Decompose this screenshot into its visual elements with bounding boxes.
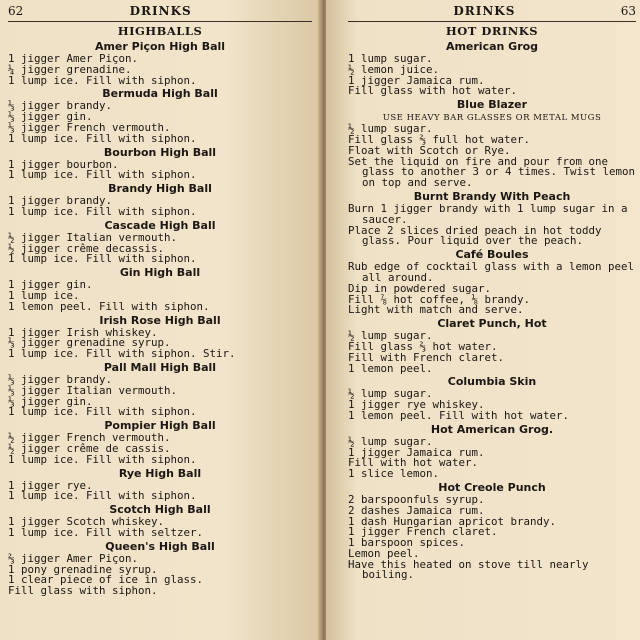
ingredient-line: Have this heated on stove till nearly boiling. bbox=[348, 557, 589, 582]
recipe-block bbox=[348, 316, 636, 374]
left-page-number: 62 bbox=[8, 4, 24, 18]
ingredient-line: 1 lemon peel. Fill with hot water. bbox=[348, 408, 570, 422]
recipe-title: Bourbon High Ball bbox=[103, 145, 217, 159]
ingredient-line: 1 lump ice. Fill with siphon. bbox=[8, 73, 197, 87]
left-running-head bbox=[8, 4, 312, 22]
ingredient-line: 1 lump ice. Fill with siphon. bbox=[8, 131, 197, 145]
recipe-block bbox=[8, 539, 312, 597]
ingredient-line: 1 jigger rye. bbox=[8, 478, 93, 492]
ingredient-line: 1 jigger bourbon. bbox=[8, 157, 119, 171]
recipe-block bbox=[8, 181, 312, 218]
ingredient-line: ⅓ jigger brandy. bbox=[8, 99, 113, 113]
ingredient-line: 1 lump ice. Fill with siphon. Stir. bbox=[8, 347, 236, 361]
recipe-title: Irish Rose High Ball bbox=[99, 313, 221, 327]
ingredient-line: ½ jigger crême de cassis. bbox=[8, 441, 171, 455]
recipe-block bbox=[348, 189, 636, 247]
ingredient-line: 1 jigger rye whiskey. bbox=[348, 398, 485, 412]
ingredient-line: 1 lump ice. Fill with seltzer. bbox=[8, 525, 204, 539]
ingredient-line: 1 jigger Amer Piçon. bbox=[8, 52, 139, 65]
recipe-note: USE HEAVY BAR GLASSES OR METAL MUGS bbox=[382, 113, 602, 124]
right-section-heading: HOT DRINKS bbox=[445, 24, 539, 38]
ingredient-line: ½ lump sugar. bbox=[348, 122, 433, 136]
ingredient-line: Place 2 slices dried peach in hot toddy glass. Pour liquid over the peach. bbox=[348, 223, 602, 248]
ingredient-line: Lemon peel. bbox=[348, 546, 420, 560]
ingredient-line: 1 barspoon spices. bbox=[348, 536, 466, 550]
ingredient-line: ⅔ jigger Amer Piçon. bbox=[8, 551, 139, 565]
ingredient-line: ½ lump sugar. bbox=[348, 434, 433, 448]
recipe-title: Pall Mall High Ball bbox=[103, 360, 217, 374]
ingredient-line: Fill ⅞ hot coffee, ⅛ brandy. bbox=[348, 292, 531, 306]
ingredient-line: ½ lump sugar. bbox=[348, 387, 433, 401]
recipe-block bbox=[348, 39, 636, 97]
ingredient-line: 1 clear piece of ice in glass. bbox=[8, 573, 204, 587]
ingredient-line: 1 jigger Jamaica rum. bbox=[348, 73, 485, 87]
recipe-title: Pompier High Ball bbox=[104, 419, 216, 433]
ingredient-line: ⅓ jigger gin. bbox=[8, 394, 93, 408]
ingredient-line: ⅓ jigger grenadine syrup. bbox=[8, 336, 171, 350]
ingredient-line: ¼ jigger grenadine. bbox=[8, 62, 132, 76]
recipe-title: Cascade High Ball bbox=[104, 218, 216, 232]
ingredient-line: 1 pony grenadine syrup. bbox=[8, 562, 158, 576]
ingredient-line: 1 slice lemon. bbox=[348, 467, 440, 481]
recipe-block bbox=[8, 418, 312, 465]
ingredient-line: ½ lump sugar. bbox=[348, 329, 433, 343]
recipe-title: Columbia Skin bbox=[447, 375, 537, 389]
ingredient-line: 1 jigger gin. bbox=[8, 278, 93, 292]
ingredient-line: 1 jigger French claret. bbox=[348, 525, 498, 539]
recipe-title: Hot Creole Punch bbox=[438, 480, 546, 494]
recipe-title: Scotch High Ball bbox=[109, 503, 211, 517]
ingredient-line: 1 lump ice. Fill with siphon. bbox=[8, 405, 197, 419]
ingredient-line: Set the liquid on fire and pour from one glass to another 3 or 4 times. Twist lemon on top and serve. bbox=[348, 154, 636, 190]
ingredient-line: Rub edge of cocktail glass with a lemon peel all around. bbox=[348, 260, 635, 284]
recipe-block bbox=[348, 422, 636, 480]
right-page bbox=[326, 0, 640, 640]
recipe-block bbox=[8, 86, 312, 144]
ingredient-line: ½ jigger Italian vermouth. bbox=[8, 230, 178, 244]
recipe-title: Hot American Grog. bbox=[430, 422, 554, 436]
ingredient-line: 1 lump ice. bbox=[8, 288, 80, 302]
ingredient-line: Fill glass ⅔ full hot water. bbox=[348, 132, 531, 146]
recipe-title: Brandy High Ball bbox=[108, 182, 212, 196]
ingredient-line: 1 dash Hungarian apricot brandy. bbox=[348, 514, 557, 528]
ingredient-line: 1 lump ice. Fill with siphon. bbox=[8, 452, 197, 466]
right-recipe-list bbox=[348, 39, 636, 581]
left-running-title: DRINKS bbox=[129, 4, 192, 18]
ingredient-line: 1 jigger Jamaica rum. bbox=[348, 445, 485, 459]
right-running-title: DRINKS bbox=[453, 4, 516, 18]
ingredient-line: Fill with French claret. bbox=[348, 350, 505, 364]
recipe-title: Gin High Ball bbox=[119, 266, 201, 280]
ingredient-line: ⅓ jigger gin. bbox=[8, 110, 93, 124]
ingredient-line: Float with Scotch or Rye. bbox=[348, 143, 511, 157]
left-section-heading: HIGHBALLS bbox=[117, 24, 203, 38]
ingredient-line: Light with match and serve. bbox=[348, 303, 524, 317]
recipe-block bbox=[348, 374, 636, 421]
recipe-block bbox=[8, 265, 312, 312]
recipe-block bbox=[348, 480, 636, 581]
recipe-block bbox=[8, 313, 312, 360]
ingredient-line: Fill glass with hot water. bbox=[348, 84, 518, 98]
recipe-block bbox=[8, 466, 312, 503]
ingredient-line: Fill glass with siphon. bbox=[8, 584, 158, 598]
ingredient-line: 2 barspoonfuls syrup. bbox=[348, 492, 485, 506]
recipe-title: Burnt Brandy With Peach bbox=[413, 189, 571, 203]
recipe-block bbox=[8, 218, 312, 265]
recipe-block bbox=[8, 145, 312, 182]
ingredient-line: Burn 1 jigger brandy with 1 lump sugar in a saucer. bbox=[348, 201, 628, 226]
recipe-title: Queen's High Ball bbox=[105, 539, 215, 553]
ingredient-line: 1 lump ice. Fill with siphon. bbox=[8, 252, 197, 266]
ingredient-line: ⅓ jigger French vermouth. bbox=[8, 120, 171, 134]
right-running-head bbox=[348, 4, 636, 22]
ingredient-line: 1 lump sugar. bbox=[348, 52, 433, 65]
ingredient-line: ⅓ jigger Italian vermouth. bbox=[8, 383, 178, 397]
recipe-block bbox=[8, 39, 312, 86]
recipe-title: American Grog bbox=[445, 40, 539, 53]
ingredient-line: 1 lemon peel. bbox=[348, 361, 433, 375]
ingredient-line: 1 lump ice. Fill with siphon. bbox=[8, 168, 197, 182]
ingredient-line: ⅓ jigger brandy. bbox=[8, 372, 113, 386]
ingredient-line: ½ jigger crême decassis. bbox=[8, 241, 165, 255]
recipe-block bbox=[8, 360, 312, 418]
ingredient-line: Fill glass ⅔ hot water. bbox=[348, 339, 498, 353]
ingredient-line: Dip in powdered sugar. bbox=[348, 281, 492, 295]
recipe-title: Rye High Ball bbox=[118, 466, 202, 480]
ingredient-line: 1 lemon peel. Fill with siphon. bbox=[8, 299, 210, 313]
recipe-title: Blue Blazer bbox=[456, 98, 528, 112]
recipe-block bbox=[8, 502, 312, 539]
left-recipe-list bbox=[8, 39, 312, 597]
ingredient-line: ½ jigger French vermouth. bbox=[8, 431, 171, 445]
recipe-block bbox=[348, 97, 636, 189]
ingredient-line: 1 jigger brandy. bbox=[8, 194, 113, 208]
ingredient-line: 1 lump ice. Fill with siphon. bbox=[8, 489, 197, 503]
recipe-title: Amer Piçon High Ball bbox=[94, 40, 226, 53]
recipe-block bbox=[348, 247, 636, 316]
ingredient-line: 1 jigger Irish whiskey. bbox=[8, 325, 158, 339]
ingredient-line: ½ lemon juice. bbox=[348, 62, 440, 76]
recipe-title: Claret Punch, Hot bbox=[437, 317, 547, 331]
ingredient-line: 1 lump ice. Fill with siphon. bbox=[8, 204, 197, 218]
recipe-title: Bermuda High Ball bbox=[102, 87, 218, 101]
recipe-title: Café Boules bbox=[455, 248, 529, 262]
right-page-number: 63 bbox=[620, 4, 636, 18]
ingredient-line: 1 jigger Scotch whiskey. bbox=[8, 515, 165, 529]
ingredient-line: 2 dashes Jamaica rum. bbox=[348, 503, 485, 517]
ingredient-line: Fill with hot water. bbox=[348, 456, 479, 470]
